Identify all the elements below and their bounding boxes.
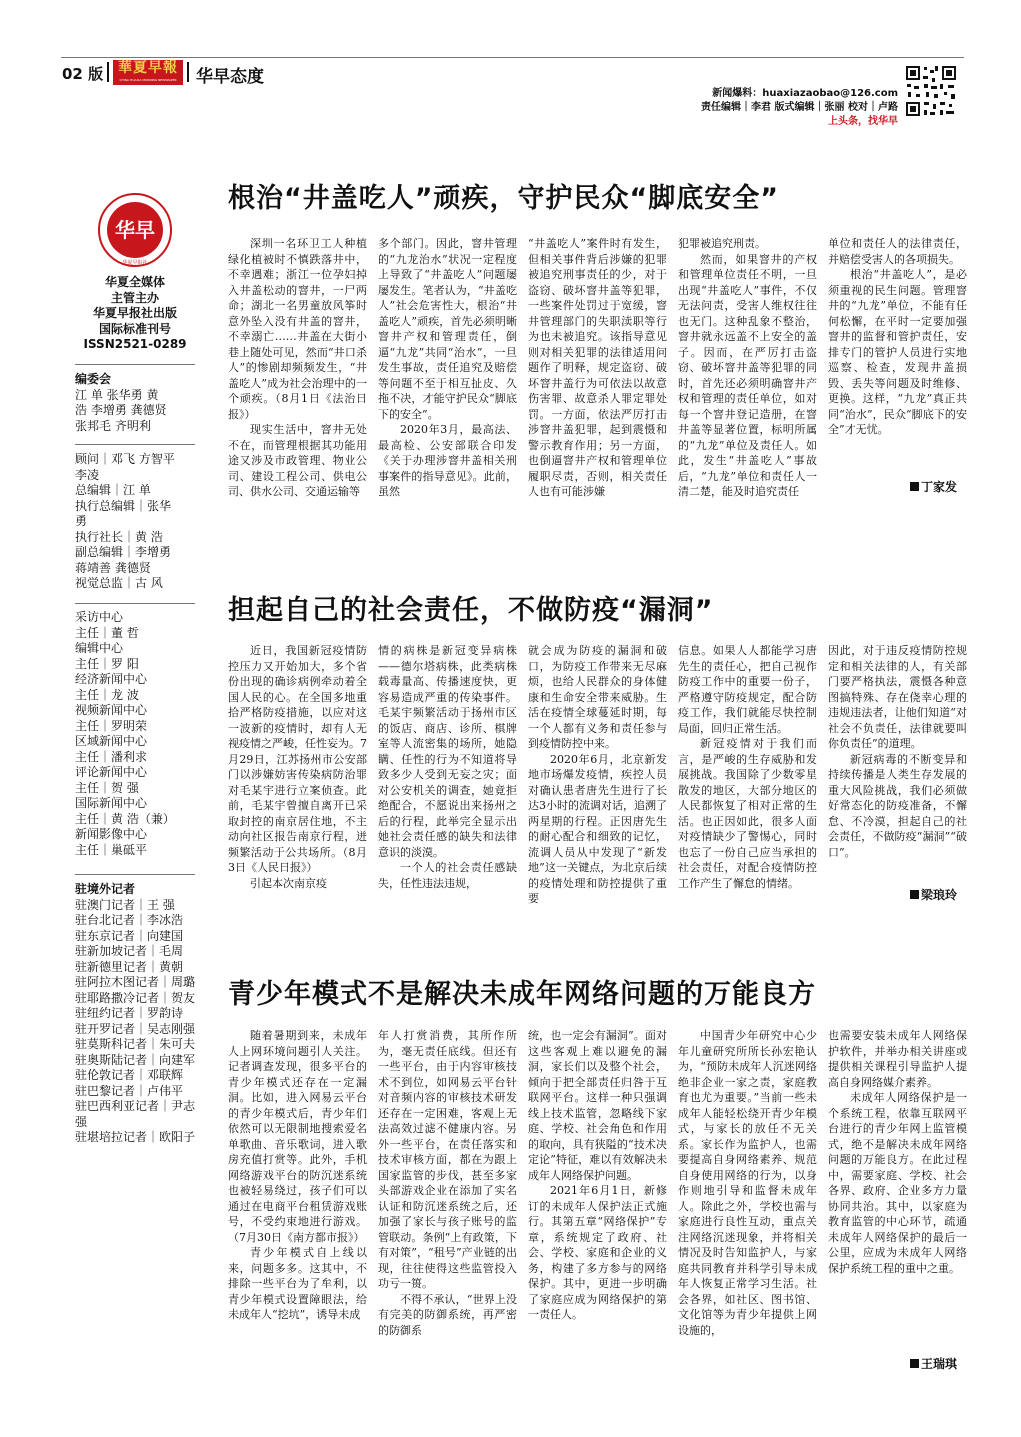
header-divider: [107, 62, 109, 82]
correspondent-line: 驻台北记者｜李冰浩: [75, 913, 184, 927]
staff-line: 视觉总监｜古 风: [75, 576, 163, 590]
correspondent-line: 驻澳门记者｜王 强: [75, 897, 175, 912]
publisher-line: 华夏全媒体: [104, 275, 165, 289]
section-title: 华早态度: [196, 67, 264, 87]
correspondent-line: 驻东京记者｜向建国: [75, 928, 184, 943]
article-2-col-2: [378, 643, 517, 891]
centers-list: [75, 610, 195, 858]
header-top-rule: [61, 57, 964, 58]
article-1-col-3: [528, 236, 667, 500]
author-marker-icon: [910, 890, 919, 899]
article-3-col-3: [528, 1028, 667, 1323]
paragraph: 单位和责任人的法律责任，并赔偿受害人的各项损失。: [828, 237, 967, 266]
center-line: 主任｜黄 浩（兼）: [75, 811, 175, 826]
paragraph: 根治“井盖吃人”，是必须重视的民生问题。管理窨井的“九龙”单位，不能有任何松懈，在平时一定要加强窨井的监督和管护责任，安排专门的管护人员进行实地巡察、检查，发现井盖损毁、丢失等问题及时维修、更换。这样，“九龙”真正共同“治水”，民众“脚底下的安全”才无忧。: [828, 268, 967, 436]
correspondent-line: 驻新德里记者｜黄朝: [75, 959, 184, 974]
qr-code-icon: [904, 64, 958, 118]
center-line: 新闻影像中心: [75, 827, 148, 841]
article-1-col-4: [678, 236, 817, 500]
editorial-board-line: 江 单 张华勇 黄: [75, 387, 159, 402]
center-line: 主任｜龙 波: [75, 687, 139, 702]
staff-line: 副总编辑｜李增勇: [75, 545, 172, 559]
correspondent-line: 驻莫斯科记者｜朱可夫: [75, 1037, 196, 1051]
seal-ring-text: 华夏早报社: [122, 260, 148, 266]
paragraph: 然而，如果窨井的产权和管理单位责任不明，一旦出现“井盖吃人”事件，不仅无法问责，受害人维权往往也无门。这种乱象不整治，窨井就永远盖不上安全的盖子。因而，在严厉打击盗窃、破坏窨井盖等犯罪的同时，首先还必须明确窨井产权和管理的责任单位，如对每一个窨井登记造册，在窨井盖等显著位置，标明所属的“九龙”单位及责任人。如此，发生“井盖吃人”事故后，“九龙”单位和责任人一清二楚，能及时追究责任: [678, 252, 817, 498]
paragraph: 也需要安装未成年人网络保护软件，并举办相关讲座或提供相关课程引导监护人提高自身网络媒介素养。: [828, 1029, 967, 1089]
newspaper-logo: [113, 60, 183, 85]
center-line: 区域新闻中心: [75, 734, 148, 748]
hotline: 新闻爆料：huaxiazaobao@126.com: [712, 88, 898, 99]
paragraph: 信息。如果人人都能学习唐先生的责任心，把自己视作防疫工作中的重要一份子，严格遵守防疫规定，配合防疫工作，我们就能尽快控制局面，回归正常生活。: [678, 644, 817, 735]
center-line: 主任｜罗 阳: [75, 656, 139, 671]
publisher-line: 国际标准刊号: [98, 321, 171, 336]
author-name: 王瑞琪: [921, 1357, 958, 1371]
staff-line: 执行总编辑｜张华: [75, 498, 172, 513]
correspondent-line: 驻阿拉木图记者｜周璐: [75, 975, 196, 989]
author-marker-icon: [910, 482, 919, 491]
issn: ISSN2521-0289: [83, 337, 187, 351]
sidebar-rule: [75, 364, 195, 365]
center-line: 编辑中心: [75, 641, 124, 655]
correspondent-line: 驻奥斯陆记者｜向建军: [75, 1052, 196, 1067]
paragraph: 一个人的社会责任感缺失，任性违法违规，: [378, 861, 517, 890]
paragraph: 新冠病毒的不断变异和持续传播是人类生存发展的重大风险挑战，我们必须做好常态化的防疫准备，不懈怠、不冷漠，担起自己的社会责任，不做防疫“漏洞”“破口”。: [828, 752, 967, 859]
author-name: 丁家发: [921, 480, 958, 494]
article-1-headline: 根治“井盖吃人”顽疾，守护民众“脚底安全”: [228, 183, 779, 214]
paragraph: 情的病株是新冠变异病株——德尔塔病株，此类病株载毒量高、传播速度快，更容易造成严重的传染事件。毛某宇频繁活动于扬州市区的饭店、商店、诊所、棋牌室等人流密集的场所，她隐瞒、任性的行为不知道将导致多少人受到无妄之灾；面对公安机关的调查，她竟拒绝配合，不愿说出来扬州之后的行程，此举完全显示出她社会责任感的缺失和法律意识的淡漠。: [378, 644, 517, 859]
author-marker-icon: [910, 1359, 919, 1368]
correspondents-list: [75, 882, 195, 1146]
center-line: 评论新闻中心: [75, 765, 148, 779]
header-divider-2: [187, 62, 189, 82]
paragraph: 近日，我国新冠疫情防控压力又开始加大，多个省份出现的确诊病例牵动着全国人民的心。在全国多地重拾严格防疫措施，以应对这一波新的疫情时，却有人无视疫情之严峻，任性妄为。7月29日，江苏扬州市公安部门以涉嫌妨害传染病防治罪对毛某宇进行立案侦查。此前，毛某宇曾擅自离开已采取封控的南京居住地，不主动向社区报告南京行程，迸频繁活动于公共场所。（8月3日《人民日报》）: [228, 644, 367, 874]
publisher-info: [65, 275, 205, 353]
paragraph: 2021年6月1日，新修订的未成年人保护法正式施行。其第五章“网络保护”专章，系统规定了政府、社会、学校、家庭和企业的义务，构建了多方参与的网络保护。其中，更进一步明确了家庭应成为网络保护的第一责任人。: [528, 1184, 667, 1321]
article-3-col-5: [828, 1028, 967, 1276]
article-2-headline: 担起自己的社会责任，不做防疫“漏洞”: [228, 595, 714, 626]
paragraph: 引起本次南京疫: [250, 876, 327, 890]
article-2-col-1: [228, 643, 367, 891]
staff-line: 勇: [75, 514, 88, 528]
staff-line: 李凌: [75, 467, 100, 482]
paragraph: 深圳一名环卫工人种植绿化植被时不慎跌落井中，不幸遇难；浙江一位孕妇掉入井盖松动的窨井，一尸两命；湖北一名男童放风筝时意外坠入没有井盖的窨井，不幸溺亡……井盖在大街小巷上随处可见，然而“井口杀人”的惨剧却频频发生，“井盖吃人”成为社会治理中的一个顽疾。（8月1日《法治日报》）: [228, 237, 367, 421]
correspondent-line: 驻纽约记者｜罗韵诗: [75, 1006, 184, 1020]
article-3-col-2: [378, 1028, 517, 1338]
publisher-line: 主管主办: [110, 290, 159, 305]
sidebar-rule: [75, 874, 195, 875]
paragraph: 青少年模式自上线以来，问题多多。这其中，不排除一些平台为了牟利，以青少年模式设置障眼法，给未成年人“挖坑”，诱导未成: [228, 1246, 367, 1321]
paragraph: 不得不承认，“世界上没有完美的防御系统，再严密的防御系: [378, 1292, 517, 1337]
sidebar-rule: [75, 603, 195, 604]
author-name: 梁琅玲: [921, 888, 958, 902]
article-3-headline: 青少年模式不是解决未成年网络问题的万能良方: [228, 979, 816, 1010]
center-line: 主任｜巢砥平: [75, 842, 148, 857]
correspondent-line: 驻新加坡记者｜毛周: [75, 944, 184, 958]
staff-line: 执行社长｜黄 浩: [75, 529, 163, 544]
center-line: 主任｜董 哲: [75, 625, 139, 640]
center-line: 经济新闻中心: [75, 672, 148, 686]
correspondent-line: 驻巴西利亚记者｜尹志强: [75, 1099, 196, 1129]
paragraph: 就会成为防疫的漏洞和破口，为防疫工作带来无尽麻烦，也给人民群众的身体健康和生命安全带来威胁。生活在疫情全球蔓延时期，每一个人都有义务和责任参与到疫情防控中来。: [528, 644, 667, 750]
editorial-board: [75, 372, 195, 434]
article-2-col-4: [678, 643, 817, 891]
center-line: 主任｜潘利求: [75, 749, 148, 764]
staff-line: 顾问｜邓飞 方智平: [75, 452, 175, 466]
paragraph: “井盖吃人”案件时有发生，但相关事件背后涉嫌的犯罪被追究刑事责任的少，对于盗窃、破坏窨井盖等犯罪，一些案件处罚过于宽缓，窨井管理部门的失职渎职等行为也未被追究。该指导意见则对相关犯罪的法律适用问题作了明释，规定盗窃、破坏窨井盖行为可依法以故意伤害罪、故意杀人罪定罪处罚。一方面，依法严厉打击涉窨井盖犯罪，起到震慑和警示教育作用；另一方面，也倒逼窨井产权和管理单位履职尽责，否则，相关责任人也有可能涉嫌: [528, 237, 667, 498]
center-line: 主任｜贺 强: [75, 780, 139, 795]
staff-list: [75, 452, 195, 592]
center-line: 国际新闻中心: [75, 796, 148, 810]
paragraph: 因此，对于违反疫情防控规定和相关法律的人，有关部门要严格执法，震慑各种意图搞特殊、存在侥幸心理的违规违法者，让他们知道“对社会不负责任，法律就要叫你负责任”的道理。: [828, 644, 967, 750]
paragraph: 新冠疫情对于我们而言，是严峻的生存威胁和发展挑战。我国除了少数零星散发的地区，大部分地区的人民都恢复了相对正常的生活。也正因如此，很多人面对疫情缺少了警惕心，同时也忘了一份自己应当承担的社会责任，对配合疫情防控工作产生了懈怠的情绪。: [678, 737, 817, 890]
masthead-seal: [98, 193, 172, 267]
article-2-col-5: [828, 643, 967, 860]
paragraph: 2020年3月，最高法、最高检、公安部联合印发《关于办理涉窨井盖相关刑事案件的指导意见》。此前，虽然: [378, 423, 517, 498]
paragraph: 统，也一定会有漏洞”。面对这些客观上难以避免的漏洞，家长们以及整个社会，倾向于把全部责任归咎于互联网平台。这样一种只强调线上技术监管，忽略线下家庭、学校、社会角色和作用的取向，具有狭隘的“技术决定论”特征，难以有效解决未成年人网络保护问题。: [528, 1029, 667, 1182]
paragraph: 2020年6月，北京新发地市场爆发疫情，疾控人员对确认患者唐先生进行了长达3小时的流调对话，追溯了两星期的行程。正因唐先生的耐心配合和细致的记忆，流调人员从中发现了“新发地”这一关键点，为北京后续的疫情处理和防控提供了重要: [528, 752, 667, 905]
paragraph: 年人打赏消费，其所作所为，毫无责任底线。但还有一些平台，由于内容审核技术不到位，如网易云平台针对音频内容的审核技术研发还存在一定困难，客观上无法高效过滤不健康内容。另外一些平台，在责任落实和技术审核方面，都在为跟上国家监管的步伐，甚至多家头部游戏企业在添加了实名认证和防沉迷系统之后，还加强了家长与孩子账号的监管联动。条例“上有政策，下有对策”，“租号”产业链的出现，往往使得这些监管投入功亏一篑。: [378, 1029, 517, 1290]
editors-credit: 责任编辑｜李君 版式编辑｜张丽 校对｜卢路: [701, 102, 898, 113]
editorial-board-title: 编委会: [75, 372, 112, 386]
center-line: 采访中心: [75, 610, 124, 624]
paragraph: 随着暑期到来，未成年人上网环境问题引人关注。记者调查发现，很多平台的青少年模式还存在一定漏洞。比如，进入网易云平台的青少年模式后，青少年们依然可以无限制地搜索爱名单歌曲、音乐歌词，进入歌房充值打赏等。此外，手机网络游戏平台的防沉迷系统也被轻易绕过，孩子们可以通过在电商平台租赁游戏账号，不受约束地进行游戏。（7月30日《南方都市报》）: [228, 1029, 367, 1244]
correspondents-title: 驻境外记者: [75, 882, 136, 896]
logo-subtitle: CHINA HUAXIA MORNING NEWSPAPER: [119, 78, 177, 82]
correspondent-line: 驻伦敦记者｜邓联辉: [75, 1068, 184, 1082]
publisher-line: 华夏早报社出版: [92, 306, 177, 320]
paragraph: 未成年人网络保护是一个系统工程，依靠互联网平台进行的青少年网上监管模式，绝不是解决未成年网络问题的万能良方。在此过程中，需要家庭、学校、社会各界、政府、企业多方力量协同共治。其中，以家庭为教育监管的中心环节，疏通未成年人网络保护的最后一公里，应成为未成年人网络保护系统工程的重中之重。: [828, 1091, 967, 1275]
paragraph: 多个部门。因此，窨井管理的“九龙治水”状况一定程度上导致了“井盖吃人”问题屡屡发生。笔者认为，“井盖吃人”社会危害性大，根治“井盖吃人”顽疾，首先必须明晰窨井产权和管理责任，倒逼“九龙”共同“治水”，一旦发生事故，责任追究及赔偿等问题不至于相互扯皮、久拖不决，才能守护民众“脚底下的安全”。: [378, 237, 517, 421]
paragraph: 现实生活中，窨井无处不在，而管理根据其功能用途又涉及市政管理、物业公司、建设工程公司、供电公司、供水公司、交通运输等: [228, 423, 367, 498]
article-2-author: [910, 886, 957, 903]
sidebar-rule: [75, 444, 195, 445]
correspondent-line: 驻堪培拉记者｜欧阳子: [75, 1130, 196, 1144]
center-line: 主任｜罗明荣: [75, 718, 148, 733]
article-3-author: [910, 1355, 957, 1372]
center-line: 视频新闻中心: [75, 703, 148, 717]
article-1-col-5: [828, 236, 967, 438]
page-number: 02 版: [62, 65, 104, 83]
article-1-author: [910, 478, 957, 495]
article-3-col-1: [228, 1028, 367, 1323]
correspondent-line: 驻耶路撒冷记者｜贺友: [75, 990, 196, 1005]
article-1-col-2: [378, 236, 517, 500]
paragraph: 中国青少年研究中心少年儿童研究所所长孙宏艳认为，“预防未成年人沉迷网络绝非企业一家之责，家庭教育也尤为重要。”当前一些未成年人能轻松绕开青少年模式，与家长的放任不无关系。家长作为监护人，也需要提高自身网络素养、规范自身使用网络的行为，以身作则地引导和监督未成年人。除此之外，学校也需与家庭进行良性互动，重点关注网络沉迷现象，并将相关情况及时告知监护人，与家庭共同教育并科学引导未成年人恢复正常学习生活。社会各界，如社区、图书馆、文化馆等为青少年提供上网设施的，: [678, 1029, 817, 1337]
article-2-col-3: [528, 643, 667, 907]
correspondent-line: 驻巴黎记者｜卢伟平: [75, 1083, 184, 1098]
slogan: 上头条，找华早: [828, 116, 898, 127]
staff-line: 总编辑｜江 单: [75, 483, 151, 497]
article-1-col-1: [228, 236, 367, 500]
article-3-col-4: [678, 1028, 817, 1338]
seal-text: 华早: [107, 202, 163, 258]
editorial-board-line: 张邦毛 齐明利: [75, 418, 151, 433]
paragraph: 犯罪被追究刑责。: [678, 237, 766, 250]
logo-text: 華夏早報: [118, 60, 178, 76]
editorial-board-line: 浩 李增勇 龚德贤: [75, 403, 167, 417]
staff-line: 蒋靖善 龚德贤: [75, 560, 151, 575]
correspondent-line: 驻开罗记者｜吴志刚强: [75, 1021, 196, 1036]
